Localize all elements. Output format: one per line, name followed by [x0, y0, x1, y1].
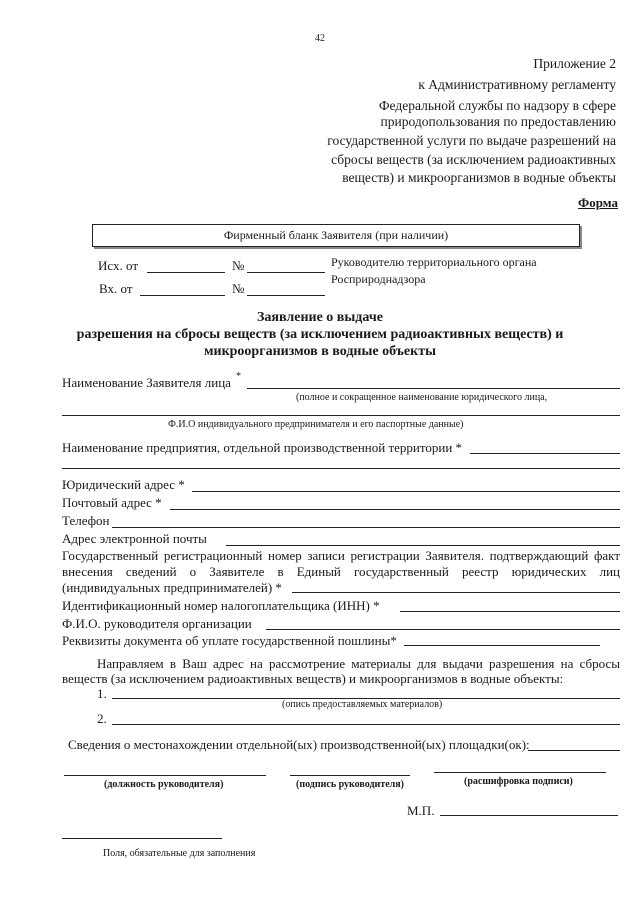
outgoing-date-line[interactable] [147, 272, 225, 273]
email-label: Адрес электронной почты [62, 531, 207, 546]
registration-label-line-2: внесения сведений о Заявителе в Единый государственный реестр юридических лиц [62, 564, 620, 579]
materials-item-1-number: 1. [97, 686, 107, 701]
stamp-label: М.П. [407, 803, 435, 818]
postal-address-label: Почтовый адрес * [62, 495, 162, 510]
title-line-2: разрешения на сбросы веществ (за исключением радиоактивных веществ) и [76, 327, 564, 342]
incoming-date-line[interactable] [140, 295, 225, 296]
decode-hint: (расшифровка подписи) [464, 776, 573, 787]
email-line[interactable] [226, 545, 620, 546]
state-fee-label: Реквизиты документа об уплате государственной пошлины* [62, 633, 397, 648]
addressee-line-1: Руководителю территориального органа [331, 255, 537, 269]
title-line-1: Заявление о выдаче [257, 310, 383, 325]
appendix-line-5: государственной услуги по выдаче разрешений на [327, 133, 616, 148]
appendix-line-6: сбросы веществ (за исключением радиоактивных [331, 152, 616, 167]
registration-number-line[interactable] [292, 592, 620, 593]
appendix-line-7: веществ) и микроорганизмов в водные объекты [342, 170, 616, 185]
footnote-text: Поля, обязательные для заполнения [103, 848, 256, 859]
letterhead-box [92, 224, 580, 247]
position-hint: (должность руководителя) [104, 779, 224, 790]
appendix-line-1: Приложение 2 [533, 56, 616, 71]
signature-line[interactable] [290, 775, 410, 776]
registration-label-line-3: (индивидуальных предпринимателей) * [62, 580, 282, 595]
materials-text-line-2: веществ (за исключением радиоактивных веществ) и микроорганизмов в водные объекты: [62, 671, 564, 686]
fio-hint: Ф.И.О индивидуального предпринимателя и его паспортные данные) [168, 419, 464, 430]
enterprise-name-line-2[interactable] [62, 468, 620, 469]
position-line[interactable] [64, 775, 266, 776]
phone-line[interactable] [112, 527, 620, 528]
applicant-name-hint: (полное и сокращенное наименование юридического лица, [296, 392, 548, 403]
appendix-line-4: природопользования по предоставлению [380, 114, 616, 129]
decode-line[interactable] [434, 772, 606, 773]
state-fee-line[interactable] [404, 645, 600, 646]
page-number: 42 [315, 33, 325, 44]
registration-label-line-1: Государственный регистрационный номер записи регистрации Заявителя. подтверждающий факт [62, 548, 620, 563]
materials-item-2-line[interactable] [112, 724, 620, 725]
signature-hint: (подпись руководителя) [296, 779, 404, 790]
enterprise-name-label: Наименование предприятия, отдельной производственной территории * [62, 440, 463, 455]
outgoing-number-line[interactable] [247, 272, 325, 273]
letterhead-label: Фирменный бланк Заявителя (при наличии) [223, 228, 449, 242]
form-label: Форма [578, 195, 618, 210]
phone-label: Телефон [62, 513, 110, 528]
head-fio-label: Ф.И.О. руководителя организации [62, 616, 252, 631]
materials-text-line-1: Направляем в Ваш адрес на рассмотрение материалы для выдачи разрешения на сбросы [97, 656, 620, 671]
location-line[interactable] [528, 750, 620, 751]
inn-line[interactable] [400, 611, 620, 612]
appendix-line-3: Федеральной службы по надзору в сфере [378, 98, 616, 113]
outgoing-label: Исх. от [98, 258, 138, 273]
legal-address-label: Юридический адрес * [62, 477, 185, 492]
footnote-divider [62, 838, 222, 839]
enterprise-name-line[interactable] [470, 453, 620, 454]
title-line-3: микроорганизмов в водные объекты [203, 344, 437, 359]
addressee-line-2: Росприроднадзора [331, 272, 426, 286]
head-fio-line[interactable] [266, 629, 620, 630]
materials-item-2-number: 2. [97, 711, 107, 726]
inn-label: Идентификационный номер налогоплательщика (ИНН) * [62, 598, 380, 613]
applicant-name-line-2[interactable] [62, 415, 620, 416]
applicant-required-star: * [236, 371, 241, 382]
postal-address-line[interactable] [170, 509, 620, 510]
outgoing-number-sign: № [232, 258, 245, 273]
incoming-number-sign: № [232, 281, 245, 296]
applicant-name-label: Наименование Заявителя лица [62, 375, 231, 390]
appendix-line-2: к Административному регламенту [418, 77, 616, 92]
incoming-label: Вх. от [99, 281, 133, 296]
materials-hint: (опись предоставляемых материалов) [282, 699, 443, 710]
location-label: Сведения о местонахождении отдельной(ых) производственной(ых) площадки(ок): [68, 737, 530, 752]
legal-address-line[interactable] [192, 491, 620, 492]
applicant-name-line[interactable] [247, 388, 620, 389]
incoming-number-line[interactable] [247, 295, 325, 296]
stamp-line[interactable] [440, 815, 618, 816]
